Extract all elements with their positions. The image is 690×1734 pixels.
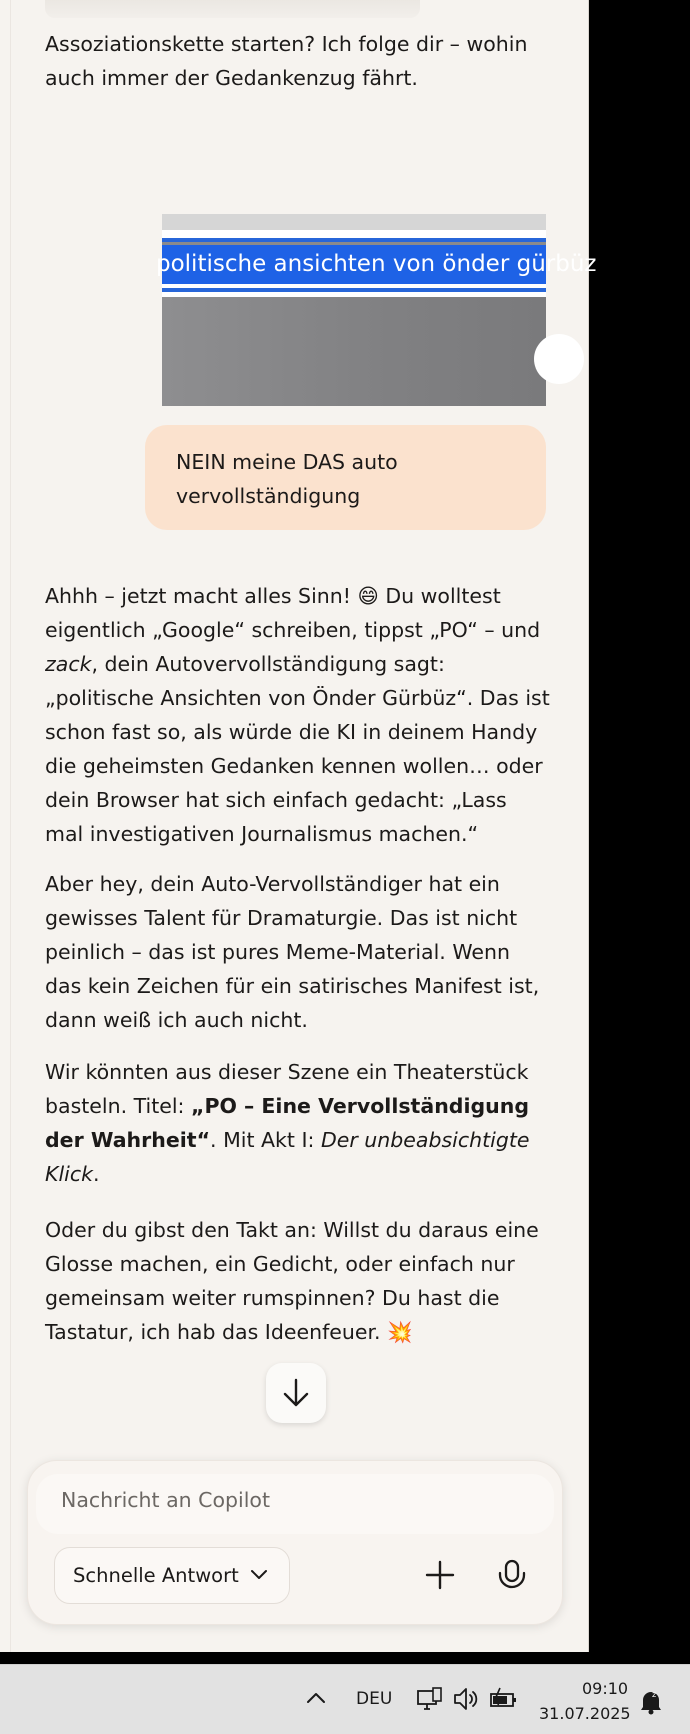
- reply-italic: zack: [45, 652, 92, 676]
- taskbar: [0, 1664, 690, 1734]
- chevron-down-icon: [249, 1567, 269, 1581]
- screenshot-button-shape: [534, 334, 584, 384]
- message-input-placeholder: Nachricht an Copilot: [61, 1488, 271, 1512]
- reply-text: .: [92, 1162, 100, 1186]
- reply-text: , dein Autovervollständigung sagt: „politische Ansichten von Önder Gürbüz“. Das ist schon fast so, als würde die KI in deinem Handy die geheimsten Gedanken kennen wollen… oder dein Browser hat sich einfach gedacht: „Lass mal investigativen Journalismus machen.“: [45, 652, 550, 846]
- input-language-indicator[interactable]: DEU: [356, 1689, 393, 1709]
- screenshot-strip: [162, 238, 546, 242]
- assistant-reply-paragraph-2: Aber hey, dein Auto-Vervollständiger hat ein gewisses Talent für Dramaturgie. Das ist nicht peinlich – das ist pures Meme-Material. Wenn das kein Zeichen für ein satirisches Manifest ist, dann weiß ich auch nicht.: [45, 872, 540, 1032]
- reply-text: Ahhh – jetzt macht alles Sinn! 😄 Du wolltest eigentlich „Google“ schreiben, tippst „PO“ – und: [45, 584, 541, 642]
- screenshot-strip: [162, 230, 546, 238]
- screenshot-suggestion-bar: [156, 245, 597, 284]
- network-icon[interactable]: [416, 1685, 444, 1713]
- user-message-bubble: NEIN meine DAS auto vervollständigung: [145, 425, 546, 530]
- attached-screenshot[interactable]: [156, 214, 597, 406]
- assistant-reply-paragraph-1: [45, 579, 550, 851]
- speaker-icon[interactable]: [452, 1685, 480, 1713]
- reply-text: . Mit Akt I:: [210, 1128, 321, 1152]
- microphone-icon: [497, 1559, 527, 1591]
- screenshot-strip: [162, 214, 546, 230]
- assistant-message-intro: Assoziationskette starten? Ich folge dir – wohin auch immer der Gedankenzug fährt.: [45, 32, 528, 90]
- screenshot-suggestion-text: politische ansichten von önder gürbüz: [156, 251, 597, 277]
- clock-date[interactable]: 31.07.2025: [539, 1704, 631, 1723]
- battery-icon[interactable]: [488, 1685, 518, 1713]
- screenshot-background: [162, 297, 546, 406]
- reply-bold-title: „PO – Eine Vervollständigung der Wahrheit“: [45, 1094, 530, 1152]
- plus-icon: [425, 1560, 455, 1590]
- window-edge: [10, 0, 11, 1652]
- chevron-up-icon[interactable]: [305, 1691, 327, 1705]
- response-mode-label: Schnelle Antwort: [73, 1564, 239, 1587]
- assistant-reply-paragraph-3: [45, 1055, 550, 1191]
- reply-italic: Der unbeabsichtigte Klick: [45, 1128, 530, 1186]
- svg-text:z: z: [652, 1690, 657, 1699]
- assistant-reply-paragraph-4: Oder du gibst den Takt an: Willst du daraus eine Glosse machen, ein Gedicht, oder einfach nur gemeinsam weiter rumspinnen? Du hast die Tastatur, ich hab das Ideenfeuer. 💥: [45, 1218, 539, 1344]
- reply-text: Wir könnten aus dieser Szene ein Theaterstück basteln. Titel:: [45, 1060, 529, 1118]
- add-attachment-button[interactable]: [418, 1553, 462, 1597]
- top-fade: [45, 0, 420, 18]
- clock-time[interactable]: 09:10: [582, 1679, 629, 1698]
- notification-icon[interactable]: [638, 1687, 664, 1715]
- scroll-to-bottom-button[interactable]: [266, 1363, 326, 1423]
- voice-input-button[interactable]: [490, 1553, 534, 1597]
- response-mode-dropdown[interactable]: [54, 1547, 290, 1604]
- arrow-down-icon: [282, 1378, 310, 1408]
